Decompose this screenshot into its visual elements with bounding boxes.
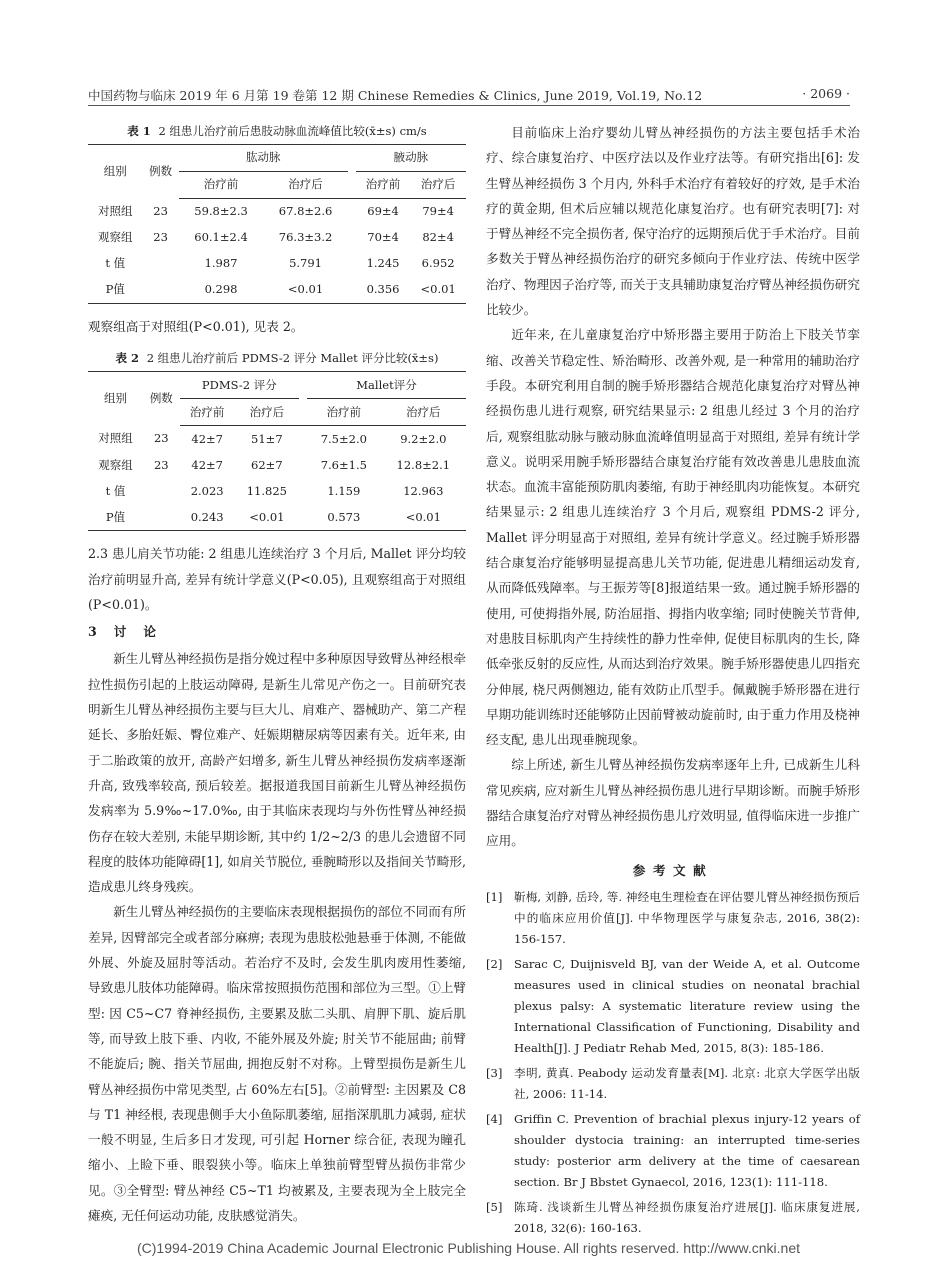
reference-number: [4] (486, 1111, 503, 1126)
table1-header-group: 组别 (88, 145, 142, 199)
table-cell: 42±7 (191, 431, 223, 446)
table-cell: <0.01 (235, 504, 299, 531)
table-row (88, 504, 466, 531)
table-cell: 6.952 (421, 256, 455, 271)
reference-item (486, 887, 860, 950)
table2-caption-text: 2 组患儿治疗前后 PDMS-2 评分 Mallet 评分比较(x̄±s) (146, 351, 439, 366)
table2-header-pdms: PDMS-2 评分 (180, 372, 299, 399)
table2-label: 表 2 (115, 351, 140, 366)
table-cell: 0.243 (180, 504, 235, 531)
table-cell: 70±4 (367, 230, 399, 245)
table-cell: 51±7 (251, 431, 283, 446)
table-cell: 23 (153, 431, 169, 446)
paragraph: 综上所述, 新生儿臂丛神经损伤发病率逐年上升, 已成新生儿科常见疾病, 应对新生儿臂丛神经损伤患儿进行早期诊断。而腕手矫形器结合康复治疗对臂丛神经损伤患儿疗效明显, 值得临床进一步推广应用。 (486, 757, 860, 849)
table-cell: t 值 (105, 483, 126, 498)
table2-header-count: 例数 (143, 372, 180, 426)
reference-number: [5] (486, 1199, 503, 1214)
table-cell (142, 277, 178, 304)
table1-caption-text: 2 组患儿治疗前后患肢动脉血流峰值比较(x̄±s) cm/s (158, 124, 427, 138)
table-cell: 62±7 (251, 457, 283, 472)
table-cell: 82±4 (422, 230, 454, 245)
table-cell (143, 504, 180, 531)
table-cell: 对照组 (98, 431, 133, 446)
paragraph: 观察组高于对照组(P<0.01), 见表 2。 (88, 319, 304, 334)
table-cell: 0.356 (356, 277, 410, 304)
paragraph: 新生儿臂丛神经损伤是指分娩过程中多种原因导致臂丛神经根牵拉性损伤引起的上肢运动障碍, 是新生儿常见产伤之一。目前研究表明新生儿臂丛神经损伤主要与巨大儿、肩难产、器械助产、第二产程延长、多胎妊娠、臀位难产、妊娠期糖尿病等因素有关。近年来, 由于二胎政策的放开, 高龄产妇增多, 新生儿臂丛神经损伤发病率逐渐升高, 致残率较高, 预后较差。据报道我国目前新生儿臂丛神经损伤发病率为 5.9‰~17.0‰, 由于其临床表现均与外伤性臂丛神经损伤存在较大差别, 未能早期诊断, 其中约 1/2~2/3 的患儿会遗留不同程度的肢体功能障碍[1], 如肩关节脱位, 垂腕畸形以及指间关节畸形, 造成患儿终身残疾。 (88, 651, 466, 895)
table-cell: <0.01 (410, 277, 466, 304)
table-cell: 59.8±2.3 (194, 204, 248, 219)
table1-header-before: 治疗前 (179, 172, 264, 199)
table-cell: 观察组 (97, 230, 133, 245)
section-heading-discussion: 3 讨 论 (88, 624, 163, 640)
table-cell: 11.825 (246, 483, 287, 498)
table1 (88, 144, 466, 304)
reference-text: 李明, 黄真. Peabody 运动发育量表[M]. 北京: 北京大学医学出版社, 2006: 11-14. (514, 1065, 860, 1101)
table1-header-before: 治疗前 (356, 172, 410, 199)
reference-item (486, 954, 860, 1059)
copyright-footer: (C)1994-2019 China Academic Journal Electronic Publishing House. All rights reserved. http://www.cnki.net (137, 1240, 800, 1256)
table-cell: 9.2±2.0 (400, 431, 447, 446)
table-cell: P值 (88, 504, 143, 531)
table-cell: 42±7 (191, 457, 223, 472)
reference-text: 靳梅, 刘静, 岳玲, 等. 神经电生理检查在评估婴儿臂丛神经损伤预后中的临床应用价值[J]. 中华物理医学与康复杂志, 2016, 38(2): 156-157. (514, 889, 860, 946)
table2-header-group: 组别 (88, 372, 143, 426)
reference-text: Sarac C, Duijnisveld BJ, van der Weide A, et al. Outcome measures used in clinical studies on neonatal brachial plexus palsy: A systematic literature review using the International Classification of Functioning, Disability and Health[J]. J Pediatr Rehab Med, 2015, 8(3): 185-186. (514, 956, 860, 1055)
table2-header-before: 治疗前 (307, 399, 381, 426)
table-row (88, 251, 466, 277)
table1-header-brachial: 肱动脉 (179, 145, 348, 172)
table-cell: 2.023 (190, 483, 224, 498)
table-cell (142, 251, 178, 277)
table-cell: 1.245 (366, 256, 400, 271)
table2-header-before: 治疗前 (180, 399, 235, 426)
table-cell: 1.159 (327, 483, 361, 498)
table-cell: 76.3±3.2 (278, 230, 333, 245)
table-cell: 7.5±2.0 (320, 431, 367, 446)
reference-item (486, 1109, 860, 1193)
table2-caption (88, 347, 466, 369)
reference-item (486, 1197, 860, 1239)
reference-number: [3] (486, 1065, 503, 1080)
reference-text: 陈琦. 浅谈新生儿臂丛神经损伤康复治疗进展[J]. 临床康复进展, 2018, 32(6): 160-163. (514, 1199, 860, 1235)
paragraph-2-3: 2.3 患儿肩关节功能: 2 组患儿连续治疗 3 个月后, Mallet 评分均较治疗前明显升高, 差异有统计学意义(P<0.05), 且观察组高于对照组(P<0.01)。 (88, 546, 466, 612)
table-cell: 12.8±2.1 (396, 457, 451, 472)
table-cell: 5.791 (289, 256, 323, 271)
references-title: 参考文献 (632, 862, 714, 878)
table2-header-mallet: Mallet评分 (307, 372, 466, 399)
table-cell: 79±4 (422, 204, 454, 219)
table-cell: 观察组 (98, 457, 133, 472)
table2-header-after: 治疗后 (381, 399, 466, 426)
right-column (486, 120, 860, 1243)
table-cell: t 值 (105, 256, 126, 271)
table-row (88, 199, 466, 226)
table-row (88, 225, 466, 251)
table-cell: 23 (153, 457, 169, 472)
paragraph: 近年来, 在儿童康复治疗中矫形器主要用于防治上下肢关节挛缩、改善关节稳定性、矫治畸形、改善外观, 是一种常用的辅助治疗手段。本研究利用自制的腕手矫形器结合规范化康复治疗对臂丛神经损伤患儿进行观察, 研究结果显示: 2 组患儿经过 3 个月的治疗后, 观察组肱动脉与腋动脉血流峰值明显高于对照组, 差异有统计学意义。说明采用腕手矫形器结合康复治疗能有效改善患儿患肢血流状态。血流丰富能预防肌肉萎缩, 有助于神经肌肉功能恢复。本研究结果显示: 2 组患儿连续治疗 3 个月后, 观察组 PDMS-2 评分, Mallet 评分明显高于对照组, 差异有统计学意义。经过腕手矫形器结合康复治疗能够明显提高患儿关节功能, 促进患儿精细运动发育, 从而降低残障率。与王振芳等[8]报道结果一致。通过腕手矫形器的使用, 可使拇指外展, 防治屈指、拇指内收挛缩; 同时使腕关节背伸, 对患肢目标肌肉产生持续性的静力性牵伸, 促使目标肌肉的生长, 降低牵张反射的反应性, 从而达到治疗效果。腕手矫形器使患儿四指充分伸展, 桡尺两侧翘边, 能有效防止爪型手。佩戴腕手矫形器在进行早期功能训练时还能够防止因前臂被动旋前时, 由于重力作用及桡神经支配, 患儿出现垂腕现象。 (486, 327, 860, 748)
table1-header-after: 治疗后 (410, 172, 466, 199)
table-cell: 60.1±2.4 (194, 230, 248, 245)
paragraph: 新生儿臂丛神经损伤的主要临床表现根据损伤的部位不同而有所差异, 因臂部完全或者部分麻痹; 表现为患肢松弛悬垂于体测, 不能做外展、外旋及屈肘等活动。若治疗不及时, 会发生肌肉废用性萎缩, 导致患儿肢体功能障碍。临床常按照损伤范围和部位为三型。①上臂型: 因 C5~C7 脊神经损伤, 主要累及肱二头肌、肩胛下肌、旋后肌等, 而导致上肢下垂、内收, 不能外展及外旋; 肘关节不能屈曲; 前臂不能旋后; 腕、指关节屈曲, 拥抱反射不对称。上臂型损伤是新生儿臂丛神经损伤中常见类型, 占 60%左右[5]。②前臂型: 主因累及 C8 与 T1 神经根, 表现患侧手大小鱼际肌萎缩, 屈指深肌肌力减弱, 症状一般不明显, 生后多日才发现, 可引起 Horner 综合征, 表现为瞳孔缩小、上睑下垂、眼裂狭小等。临床上单独前臂型臂丛损伤非常少见。③全臂型: 臂丛神经 C5~T1 均被累及, 主要表现为全上肢完全瘫痪, 无任何运动功能, 皮肤感觉消失。 (88, 904, 466, 1224)
table-cell (143, 478, 180, 504)
header-rule (88, 105, 850, 106)
table-cell: 69±4 (367, 204, 399, 219)
table1-label: 表 1 (127, 124, 151, 138)
running-header (70, 86, 850, 104)
table-cell: <0.01 (381, 504, 466, 531)
table-row (88, 277, 466, 304)
table-cell: P值 (88, 277, 142, 304)
table-cell: 对照组 (97, 204, 133, 219)
table-cell: 12.963 (403, 483, 444, 498)
table2-header-after: 治疗后 (235, 399, 299, 426)
page-number: · 2069 · (802, 86, 850, 101)
table-cell: <0.01 (263, 277, 348, 304)
reference-item (486, 1063, 860, 1105)
reference-text: Griffin C. Prevention of brachial plexus injury-12 years of shoulder dystocia training: an interrupted time-series study: posterior arm delivery at the time of caesarean section. Br J Bbstet Gynaecol, 2016, 123(1): 111-118. (514, 1111, 860, 1189)
table-cell: 1.987 (204, 256, 238, 271)
table-row (88, 452, 466, 478)
table1-header-count: 例数 (142, 145, 178, 199)
journal-info: 中国药物与临床 2019 年 6 月第 19 卷第 12 期 Chinese Remedies & Clinics, June 2019, Vol.19, No.12 (88, 88, 703, 103)
table1-header-axillary: 腋动脉 (356, 145, 466, 172)
left-column (88, 120, 466, 1228)
table-cell: 7.6±1.5 (320, 457, 367, 472)
table1-header-after: 治疗后 (263, 172, 348, 199)
table1-caption (88, 120, 466, 142)
table2 (88, 371, 466, 531)
paragraph: 目前临床上治疗婴幼儿臂丛神经损伤的方法主要包括手术治疗、综合康复治疗、中医疗法以及作业疗法等。有研究指出[6]: 发生臂丛神经损伤 3 个月内, 外科手术治疗有着较好的疗效, 是手术治疗的黄金期, 但术后应辅以规范化康复治疗。也有研究表明[7]: 对于臂丛神经不完全损伤者, 保守治疗的远期预后优于手术治疗。目前多数关于臂丛神经损伤治疗的研究多倾向于作业疗法、传统中医学治疗、物理因子治疗等, 而关于支具辅助康复治疗臂丛神经损伤研究比较少。 (486, 125, 860, 318)
table-cell: 0.573 (307, 504, 381, 531)
table-row (88, 426, 466, 453)
reference-number: [2] (486, 956, 503, 971)
table-cell: 67.8±2.6 (278, 204, 333, 219)
table-cell: 23 (153, 204, 168, 219)
table-row (88, 478, 466, 504)
table-cell: 23 (153, 230, 168, 245)
table-cell: 0.298 (179, 277, 264, 304)
reference-number: [1] (486, 889, 503, 904)
